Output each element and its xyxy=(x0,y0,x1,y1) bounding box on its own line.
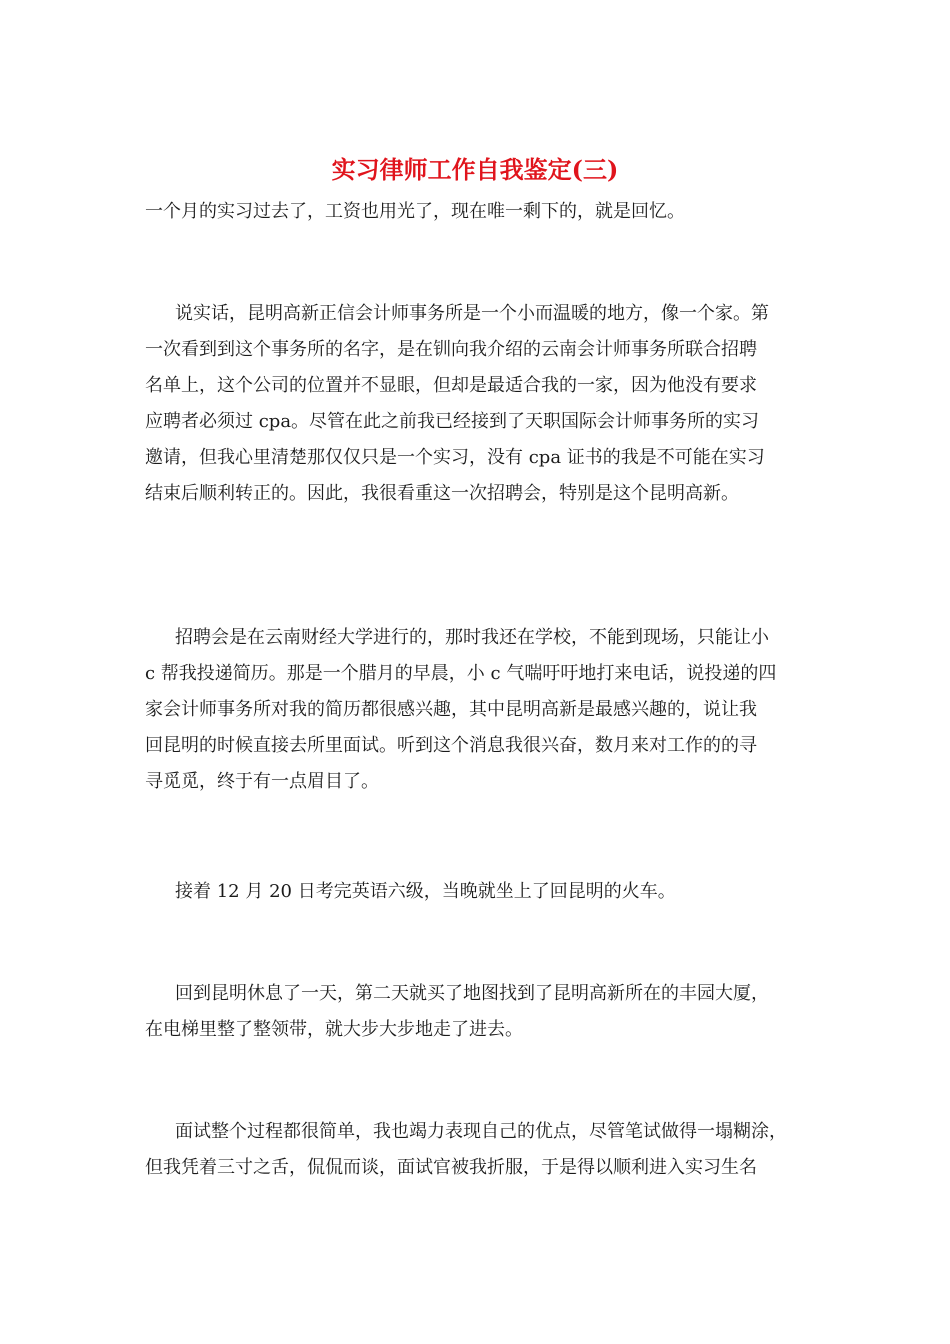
paragraph-3 xyxy=(145,620,825,800)
paragraph-line: 名单上，这个公司的位置并不显眼，但却是最适合我的一家，因为他没有要求 xyxy=(145,375,757,396)
paragraph-1 xyxy=(145,194,825,230)
paragraph-5 xyxy=(145,976,825,1048)
paragraph-line: 招聘会是在云南财经大学进行的，那时我还在学校，不能到现场，只能让小 xyxy=(175,627,769,648)
paragraph-line: 一个月的实习过去了，工资也用光了，现在唯一剩下的，就是回忆。 xyxy=(145,201,685,222)
paragraph-4 xyxy=(145,874,825,910)
paragraph-line: 回到昆明休息了一天，第二天就买了地图找到了昆明高新所在的丰园大厦， xyxy=(175,983,769,1004)
paragraph-line: 面试整个过程都很简单，我也竭力表现自己的优点，尽管笔试做得一塌糊涂， xyxy=(175,1121,787,1142)
paragraph-line: 但我凭着三寸之舌，侃侃而谈，面试官被我折服，于是得以顺利进入实习生名 xyxy=(145,1157,757,1178)
paragraph-6 xyxy=(145,1114,825,1186)
paragraph-line: 家会计师事务所对我的简历都很感兴趣，其中昆明高新是最感兴趣的，说让我 xyxy=(145,699,757,720)
paragraph-line: 一次看到到这个事务所的名字，是在钏向我介绍的云南会计师事务所联合招聘 xyxy=(145,339,757,360)
paragraph-line: 邀请，但我心里清楚那仅仅只是一个实习，没有 cpa 证书的我是不可能在实习 xyxy=(145,447,765,468)
paragraph-line: 接着 12 月 20 日考完英语六级，当晚就坐上了回昆明的火车。 xyxy=(175,881,676,902)
paragraph-line: 回昆明的时候直接去所里面试。听到这个消息我很兴奋，数月来对工作的的寻 xyxy=(145,735,757,756)
document-title: 实习律师工作自我鉴定(三) xyxy=(331,155,619,184)
paragraph-line: 说实话，昆明高新正信会计师事务所是一个小而温暖的地方，像一个家。第 xyxy=(175,303,769,324)
paragraph-line: c 帮我投递简历。那是一个腊月的早晨，小 c 气喘吁吁地打来电话，说投递的四 xyxy=(145,663,777,684)
paragraph-2 xyxy=(145,296,825,512)
paragraph-line: 在电梯里整了整领带，就大步大步地走了进去。 xyxy=(145,1019,523,1040)
paragraph-line: 应聘者必须过 cpa。尽管在此之前我已经接到了天职国际会计师事务所的实习 xyxy=(145,411,760,432)
paragraph-line: 结束后顺利转正的。因此，我很看重这一次招聘会，特别是这个昆明高新。 xyxy=(145,483,739,504)
paragraph-line: 寻觅觅，终于有一点眉目了。 xyxy=(145,771,379,792)
